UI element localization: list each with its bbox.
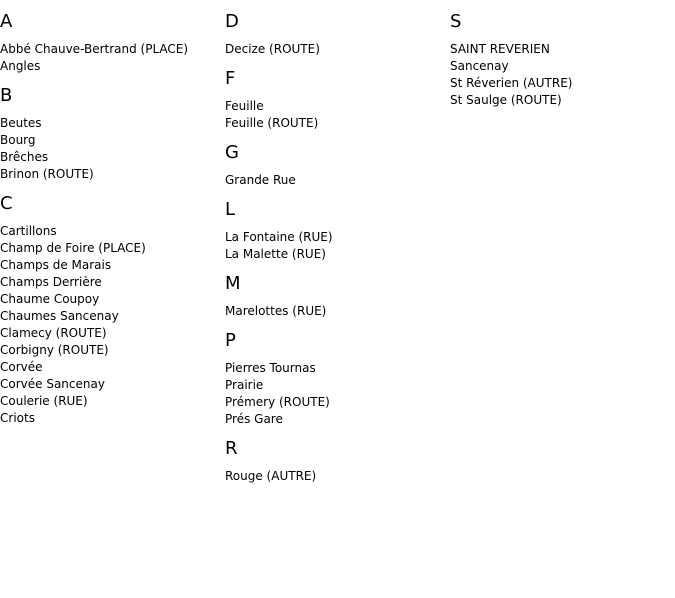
letter-group-s xyxy=(450,0,675,109)
street-link[interactable]: Champs de Marais xyxy=(0,258,112,272)
street-link[interactable]: Clamecy (ROUTE) xyxy=(0,326,107,340)
street-link[interactable]: Chaume Coupoy xyxy=(0,292,100,306)
letter-group-r xyxy=(225,428,450,485)
letter-heading: R xyxy=(225,438,238,459)
street-index-column-1 xyxy=(0,0,225,427)
street-list xyxy=(225,172,450,189)
letter-group-f xyxy=(225,58,450,132)
street-link[interactable]: Cartillons xyxy=(0,224,57,238)
letter-group-a xyxy=(0,0,225,75)
street-link[interactable]: Champs Derrière xyxy=(0,275,102,289)
street-link[interactable]: Prémery (ROUTE) xyxy=(225,395,330,409)
letter-heading: D xyxy=(225,11,239,32)
street-list xyxy=(0,115,225,183)
letter-heading: P xyxy=(225,330,236,351)
letter-group-c xyxy=(0,183,225,427)
letter-heading: S xyxy=(450,11,462,32)
street-list xyxy=(225,468,450,485)
street-link[interactable]: Champ de Foire (PLACE) xyxy=(0,241,146,255)
street-list xyxy=(450,41,675,109)
street-link[interactable]: Sancenay xyxy=(450,59,509,73)
street-list xyxy=(225,360,450,428)
street-link[interactable]: Angles xyxy=(0,59,41,73)
street-link[interactable]: Corbigny (ROUTE) xyxy=(0,343,109,357)
street-list xyxy=(225,303,450,320)
street-link[interactable]: St Saulge (ROUTE) xyxy=(450,93,562,107)
street-link[interactable]: La Fontaine (RUE) xyxy=(225,230,333,244)
letter-heading: F xyxy=(225,68,236,89)
street-list xyxy=(225,41,450,58)
street-index-column-3 xyxy=(450,0,675,109)
letter-group-b xyxy=(0,75,225,183)
street-link[interactable]: Decize (ROUTE) xyxy=(225,42,320,56)
street-link[interactable]: St Réverien (AUTRE) xyxy=(450,76,573,90)
street-link[interactable]: Brêches xyxy=(0,150,49,164)
street-link[interactable]: Criots xyxy=(0,411,35,425)
street-list xyxy=(225,98,450,132)
street-link[interactable]: Abbé Chauve-Bertrand (PLACE) xyxy=(0,42,189,56)
street-link[interactable]: Beutes xyxy=(0,116,42,130)
letter-group-d xyxy=(225,0,450,58)
letter-heading: C xyxy=(0,193,13,214)
letter-heading: A xyxy=(0,11,13,32)
street-link[interactable]: Pierres Tournas xyxy=(225,361,316,375)
letter-group-m xyxy=(225,263,450,320)
street-link[interactable]: Marelottes (RUE) xyxy=(225,304,327,318)
street-link[interactable]: Brinon (ROUTE) xyxy=(0,167,94,181)
street-link[interactable]: Feuille xyxy=(225,99,264,113)
street-link[interactable]: Corvée Sancenay xyxy=(0,377,105,391)
letter-group-l xyxy=(225,189,450,263)
street-list xyxy=(0,223,225,427)
letter-group-g xyxy=(225,132,450,189)
street-list xyxy=(225,229,450,263)
street-link[interactable]: Chaumes Sancenay xyxy=(0,309,119,323)
street-link[interactable]: Prairie xyxy=(225,378,264,392)
street-link[interactable]: Grande Rue xyxy=(225,173,296,187)
street-link[interactable]: Corvée xyxy=(0,360,43,374)
street-link[interactable]: Feuille (ROUTE) xyxy=(225,116,319,130)
street-link[interactable]: SAINT REVERIEN xyxy=(450,42,550,56)
letter-heading: G xyxy=(225,142,239,163)
letter-group-p xyxy=(225,320,450,428)
street-link[interactable]: La Malette (RUE) xyxy=(225,247,326,261)
street-link[interactable]: Rouge (AUTRE) xyxy=(225,469,317,483)
street-link[interactable]: Prés Gare xyxy=(225,412,283,426)
street-list xyxy=(0,41,225,75)
letter-heading: L xyxy=(225,199,236,220)
letter-heading: B xyxy=(0,85,13,106)
street-link[interactable]: Coulerie (RUE) xyxy=(0,394,88,408)
letter-heading: M xyxy=(225,273,241,294)
street-index-column-2 xyxy=(225,0,450,485)
street-link[interactable]: Bourg xyxy=(0,133,36,147)
